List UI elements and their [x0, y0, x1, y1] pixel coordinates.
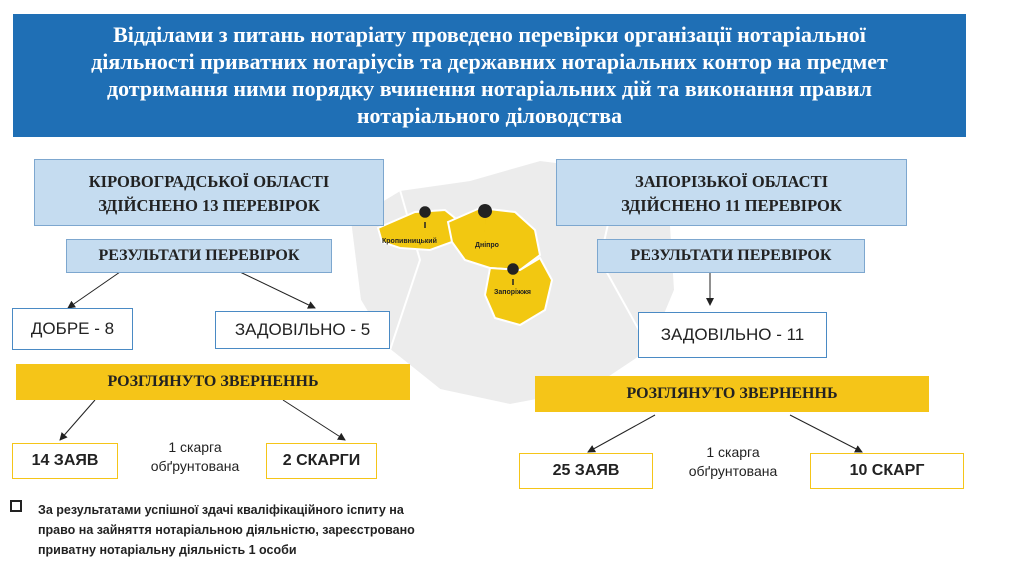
- city-label-dnipro: Дніпро: [475, 242, 499, 249]
- left-good-result: ДОБРЕ - 8: [12, 308, 133, 350]
- arrow-left-results-good: [68, 272, 120, 308]
- left-complaints-count: 2 СКАРГИ: [266, 443, 377, 479]
- arrow-right-appeals-applications: [588, 415, 655, 452]
- kirovohrad-region-line-1: КІРОВОГРАДСЬКОЇ ОБЛАСТІ: [88, 172, 330, 191]
- right-satisfactory-result: ЗАДОВІЛЬНО - 11: [638, 312, 827, 358]
- right-complaint-note: [678, 443, 788, 481]
- banner-line-4: нотаріального діловодства: [356, 103, 623, 128]
- banner-line-1: Відділами з питань нотаріату проведено перевірки організації нотаріальної: [113, 22, 866, 47]
- left-note-line-1: 1 скарга: [168, 439, 222, 455]
- arrow-right-appeals-complaints: [790, 415, 862, 452]
- footer-note: [38, 500, 518, 560]
- zaporizhzhia-region-box: [556, 159, 907, 226]
- left-complaint-note: [145, 438, 245, 476]
- city-label-zaporizhzhia: Запоріжжя: [494, 289, 532, 296]
- banner-line-2: діяльності приватних нотаріусів та державних нотаріальних контор на предмет: [91, 49, 888, 74]
- left-note-line-2: обґрунтована: [150, 458, 240, 474]
- arrow-left-appeals-complaints: [283, 400, 345, 440]
- footer-line-2: право на зайняття нотаріальною діяльністю, зареєстровано: [38, 523, 415, 537]
- right-note-line-2: обґрунтована: [688, 463, 778, 479]
- kirovohrad-region-line-2: ЗДІЙСНЕНО 13 ПЕРЕВІРОК: [98, 196, 320, 215]
- city-label-kropyvnytskyi: Кропивницький: [382, 238, 437, 245]
- arrow-left-appeals-applications: [60, 400, 95, 440]
- footer-line-3: приватну нотаріальну діяльність 1 особи: [38, 543, 297, 557]
- footer-line-1: За результатами успішної здачі кваліфікаційного іспиту на: [38, 503, 404, 517]
- checkbox-bullet-icon: [10, 500, 22, 512]
- right-complaints-count: 10 СКАРГ: [810, 453, 964, 489]
- left-appeals-label: РОЗГЛЯНУТО ЗВЕРНЕННЬ: [16, 364, 410, 400]
- kirovohrad-region-box: [34, 159, 384, 226]
- right-note-line-1: 1 скарга: [706, 444, 760, 460]
- zaporizhzhia-region-line-1: ЗАПОРІЗЬКОЇ ОБЛАСТІ: [635, 172, 828, 191]
- left-satisfactory-result: ЗАДОВІЛЬНО - 5: [215, 311, 390, 349]
- right-applications-count: 25 ЗАЯВ: [519, 453, 653, 489]
- zaporizhzhia-region-line-2: ЗДІЙСНЕНО 11 ПЕРЕВІРОК: [621, 196, 842, 215]
- left-results-label: РЕЗУЛЬТАТИ ПЕРЕВІРОК: [66, 239, 332, 273]
- right-appeals-label: РОЗГЛЯНУТО ЗВЕРНЕННЬ: [535, 376, 929, 412]
- left-applications-count: 14 ЗАЯВ: [12, 443, 118, 479]
- arrow-left-results-satisfactory: [240, 272, 315, 308]
- right-results-label: РЕЗУЛЬТАТИ ПЕРЕВІРОК: [597, 239, 865, 273]
- banner-line-3: дотримання ними порядку вчинення нотаріальних дій та виконання правил: [106, 76, 873, 101]
